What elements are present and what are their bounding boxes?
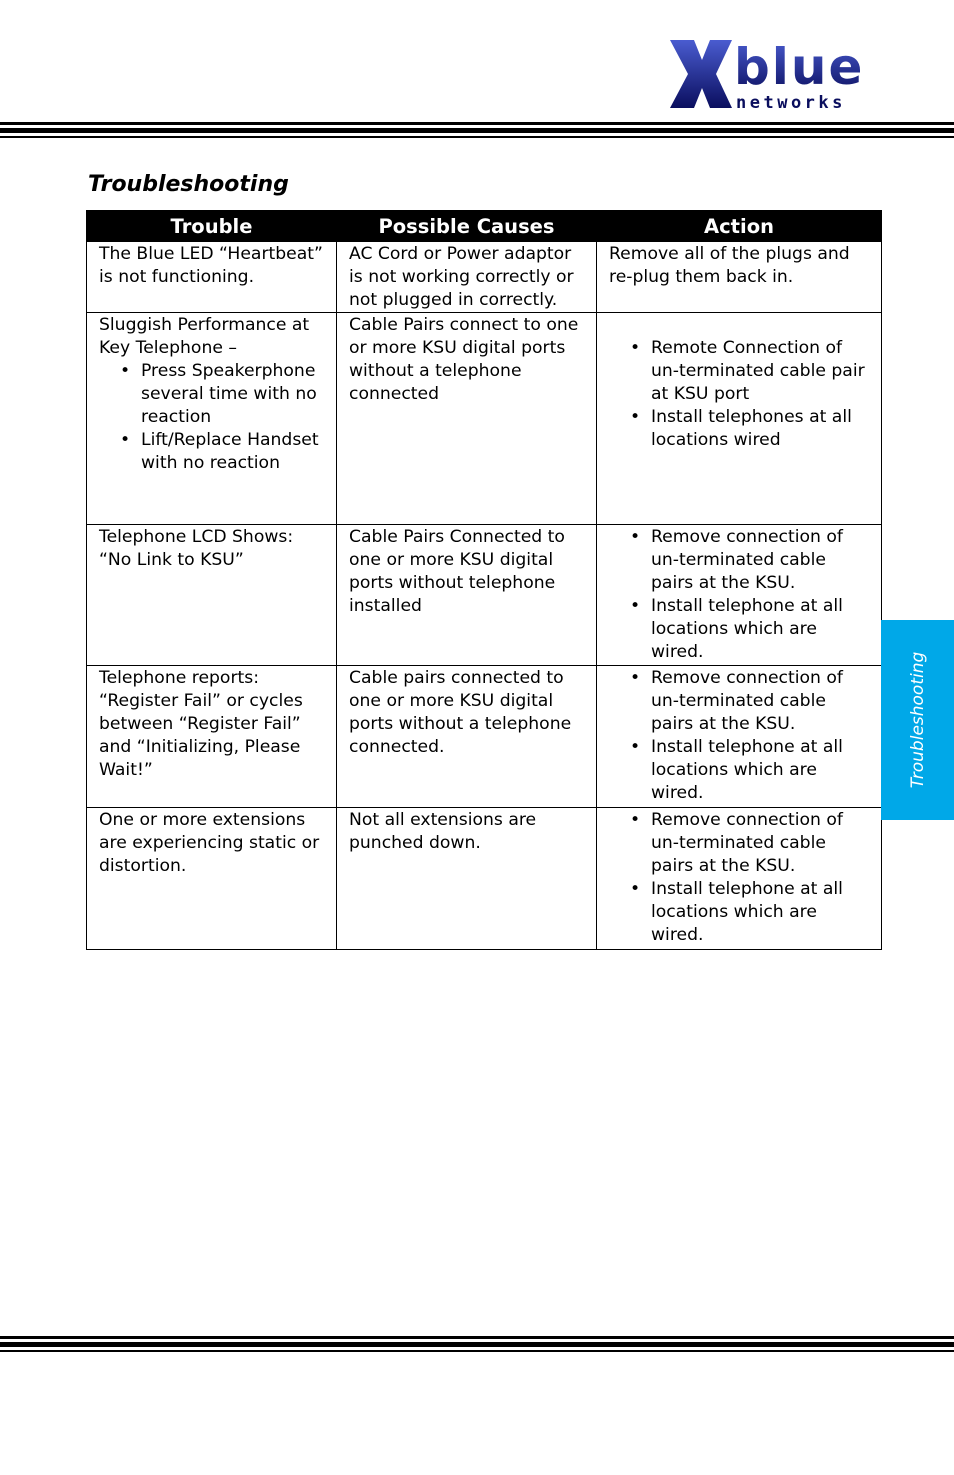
cause-cell [337, 242, 597, 313]
xblue-networks-logo [668, 38, 872, 112]
trouble-cell [87, 242, 337, 313]
action-cell [597, 313, 882, 525]
cause-text: Cable Pairs Connected to one or more KSU digital ports without telephone installed [349, 527, 565, 616]
action-cell [597, 242, 882, 313]
action-cell [597, 808, 882, 950]
action-bullet-list [609, 667, 873, 805]
list-item: • Press Speakerphone several time with no reaction [141, 360, 328, 429]
cause-cell [337, 666, 597, 808]
trouble-text: Telephone LCD Shows: “No Link to KSU” [99, 527, 294, 570]
header-action: Action [597, 211, 882, 242]
trouble-text: One or more extensions are experiencing static or distortion. [99, 810, 320, 876]
xblue-logo-graphic [668, 38, 872, 112]
list-item: • Remove connection of un-terminated cable pairs at the KSU. [651, 667, 873, 736]
logo-brand-text: blue [734, 38, 865, 96]
troubleshooting-table [86, 210, 882, 950]
list-item: • Remove connection of un-terminated cable pairs at the KSU. [651, 526, 873, 595]
list-item: • Remove connection of un-terminated cable pairs at the KSU. [651, 809, 873, 878]
action-cell [597, 525, 882, 666]
cause-text: Cable pairs connected to one or more KSU digital ports without a telephone connected. [349, 668, 572, 757]
header-possible-causes: Possible Causes [337, 211, 597, 242]
page-title: Troubleshooting [88, 172, 289, 197]
trouble-cell [87, 666, 337, 808]
trouble-cell [87, 313, 337, 525]
list-item: • Lift/Replace Handset with no reaction [141, 429, 328, 475]
cause-cell [337, 313, 597, 525]
trouble-text: The Blue LED “Heartbeat” is not functioning. [99, 244, 323, 287]
trouble-cell [87, 808, 337, 950]
trouble-cell [87, 525, 337, 666]
table-header-row [87, 211, 882, 242]
trouble-text: Sluggish Performance at Key Telephone – [99, 315, 310, 358]
action-bullet-list [609, 526, 873, 664]
cause-text: AC Cord or Power adaptor is not working correctly or not plugged in correctly. [349, 244, 574, 310]
table-row [87, 808, 882, 950]
table-row [87, 666, 882, 808]
list-item: • Install telephone at all locations which are wired. [651, 736, 873, 805]
list-item: • Install telephone at all locations which are wired. [651, 595, 873, 664]
trouble-text: Telephone reports: “Register Fail” or cycles between “Register Fail” and “Initializing, Please Wait!” [99, 668, 303, 780]
header-trouble: Trouble [87, 211, 337, 242]
table-row [87, 525, 882, 666]
logo-sub-text: networks [736, 93, 846, 112]
section-side-tab [881, 620, 954, 820]
cause-text: Cable Pairs connect to one or more KSU digital ports without a telephone connected [349, 315, 579, 404]
cause-cell [337, 525, 597, 666]
action-bullet-list [609, 337, 873, 452]
cause-cell [337, 808, 597, 950]
side-tab-label: Troubleshooting [907, 651, 928, 789]
trouble-bullet-list [99, 360, 328, 475]
list-item: • Install telephone at all locations which are wired. [651, 878, 873, 947]
action-text: Remove all of the plugs and re-plug them back in. [609, 244, 850, 287]
list-item: • Remote Connection of un-terminated cable pair at KSU port [651, 337, 873, 406]
action-cell [597, 666, 882, 808]
cause-text: Not all extensions are punched down. [349, 810, 537, 853]
table-row [87, 242, 882, 313]
action-bullet-list [609, 809, 873, 947]
list-item: • Install telephones at all locations wired [651, 406, 873, 452]
table-row [87, 313, 882, 525]
